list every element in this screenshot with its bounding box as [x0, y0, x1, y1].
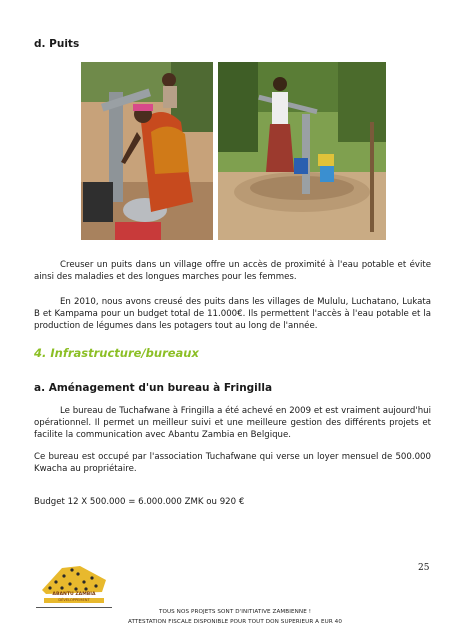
section-heading-infrastructure: 4. Infrastructure/bureaux — [34, 346, 199, 360]
paragraph-wells-2010: En 2010, nous avons creusé des puits dans les villages de Mululu, Luchatano, Lukata B et Kampama pour un budget total de 11.000€. Ils permettent l'accès à l'eau potable et la production de légumes dans les potagers tout au long de l'année. — [34, 297, 431, 331]
paragraph-bureau-rent: Ce bureau est occupé par l'association Tuchafwane qui verse un loyer mensuel de 500.000 Kwacha au propriétaire. — [34, 452, 431, 474]
paragraph-budget: Budget 12 X 500.000 = 6.000.000 ZMK ou 920 € — [34, 497, 245, 507]
section-heading-bureau: a. Aménagement d'un bureau à Fringilla — [34, 382, 273, 394]
photo-women-at-water-pump — [81, 62, 213, 240]
footer-line-initiative: TOUS NOS PROJETS SONT D'INITIATIVE ZAMBIENNE ! — [158, 609, 312, 615]
section-heading-puits: d. Puits — [34, 38, 80, 50]
logo-subtitle: DÉVELOPPEMENT — [44, 598, 104, 603]
paragraph-bureau-description: Le bureau de Tuchafwane à Fringilla a été achevé en 2009 et est vraiment aujourd'hui opérationnel. Il permet un meilleur suivi et une meilleure gestion des différents projets et facilite la communication avec Abantu Zambia en Belgique. — [34, 406, 431, 440]
paragraph-wells-benefit: Creuser un puits dans un village offre un accès de proximité à l'eau potable et évite ainsi des maladies et des longues marches pour les femmes. — [34, 260, 431, 282]
footer-divider — [36, 607, 112, 608]
logo-name: ABANTU ZAMBIA — [52, 592, 96, 597]
footer-line-attestation: ATTESTATION FISCALE DISPONIBLE POUR TOUT DON SUPERIEUR A EUR 40 — [128, 619, 342, 625]
photo-woman-at-well — [218, 62, 386, 240]
page-number: 25 — [418, 563, 430, 573]
